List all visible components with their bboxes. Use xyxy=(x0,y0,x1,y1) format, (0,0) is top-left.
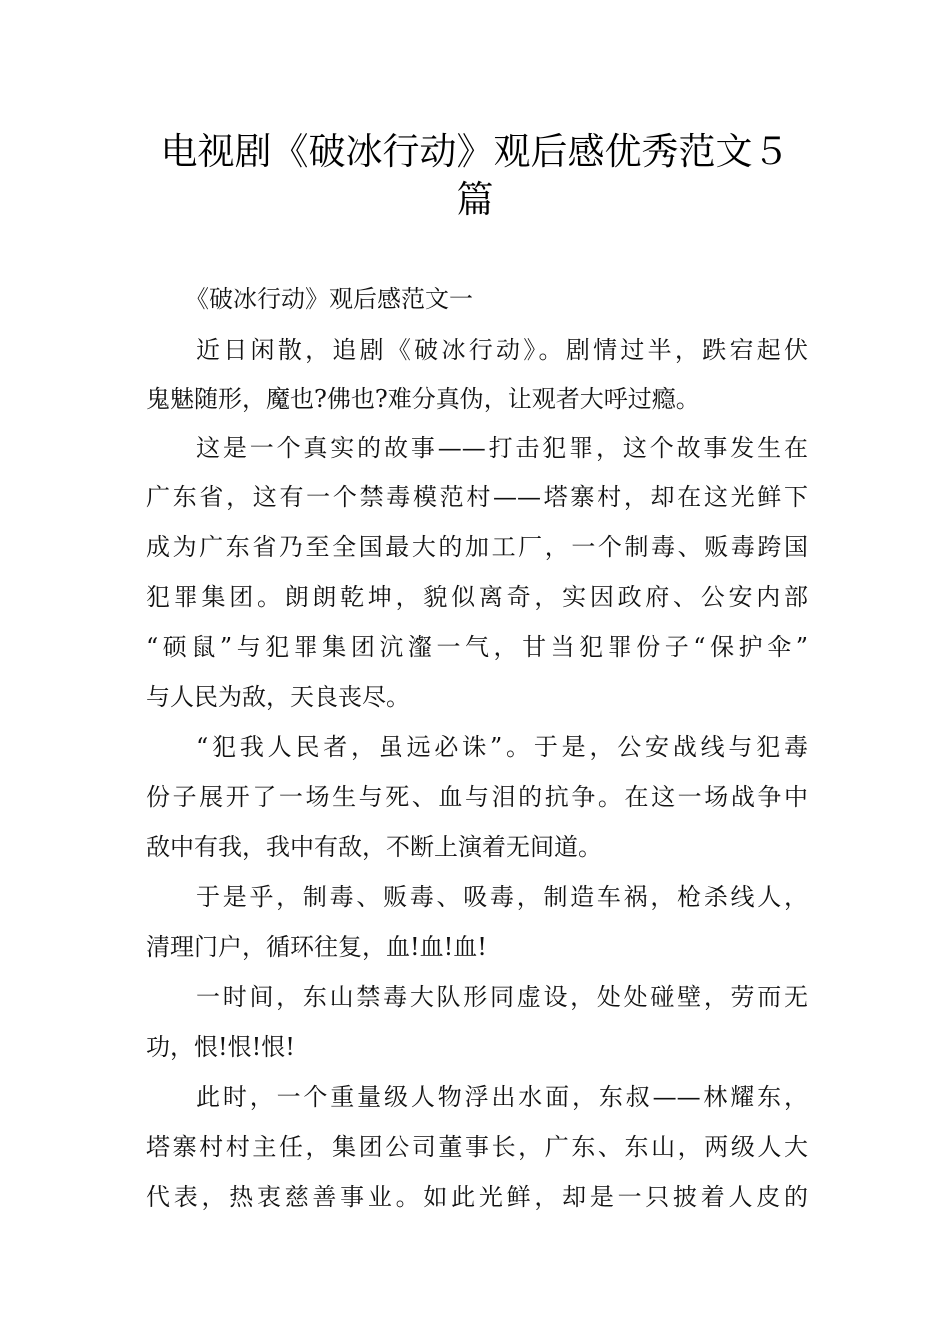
paragraph-2-line-5: “硕鼠”与犯罪集团沆瀣一气，甘当犯罪份子“保护伞” xyxy=(146,633,808,661)
section-subheading: 《破冰行动》观后感范文一 xyxy=(185,285,473,313)
paragraph-2-line-6: 与人民为敌，天良丧尽。 xyxy=(146,683,410,711)
document-title-line-2: 篇 xyxy=(456,178,494,221)
paragraph-3-line-2: 份子展开了一场生与死、血与泪的抗争。在这一场战争中 xyxy=(146,783,808,811)
paragraph-6-line-1: 此时，一个重量级人物浮出水面，东叔——林耀东， xyxy=(196,1083,808,1111)
paragraph-3-line-1: “犯我人民者，虽远必诛”。于是，公安战线与犯毒 xyxy=(196,733,808,761)
paragraph-5-line-1: 一时间，东山禁毒大队形同虚设，处处碰壁，劳而无 xyxy=(196,983,808,1011)
paragraph-6-line-2: 塔寨村村主任，集团公司董事长，广东、东山，两级人大 xyxy=(146,1133,808,1161)
document-title-line-1: 电视剧《破冰行动》观后感优秀范文５ xyxy=(160,130,790,173)
paragraph-1-line-2: 鬼魅随形，魔也?佛也?难分真伪，让观者大呼过瘾。 xyxy=(146,385,700,413)
paragraph-2-line-3: 成为广东省乃至全国最大的加工厂，一个制毒、贩毒跨国 xyxy=(146,533,808,561)
paragraph-4-line-2: 清理门户，循环往复，血!血!血! xyxy=(146,933,487,961)
paragraph-2-line-4: 犯罪集团。朗朗乾坤，貌似离奇，实因政府、公安内部 xyxy=(146,583,808,611)
paragraph-2-line-1: 这是一个真实的故事——打击犯罪，这个故事发生在 xyxy=(196,434,808,462)
paragraph-4-line-1: 于是乎，制毒、贩毒、吸毒，制造车祸，枪杀线人， xyxy=(196,883,808,911)
paragraph-2-line-2: 广东省，这有一个禁毒模范村——塔寨村，却在这光鲜下 xyxy=(146,483,808,511)
paragraph-1-line-1: 近日闲散，追剧《破冰行动》。剧情过半，跌宕起伏 xyxy=(196,336,808,364)
paragraph-3-line-3: 敌中有我，我中有敌，不断上演着无间道。 xyxy=(146,833,602,861)
paragraph-5-line-2: 功，恨!恨!恨! xyxy=(146,1033,295,1061)
paragraph-6-line-3: 代表，热衷慈善事业。如此光鲜，却是一只披着人皮的 xyxy=(146,1183,808,1211)
